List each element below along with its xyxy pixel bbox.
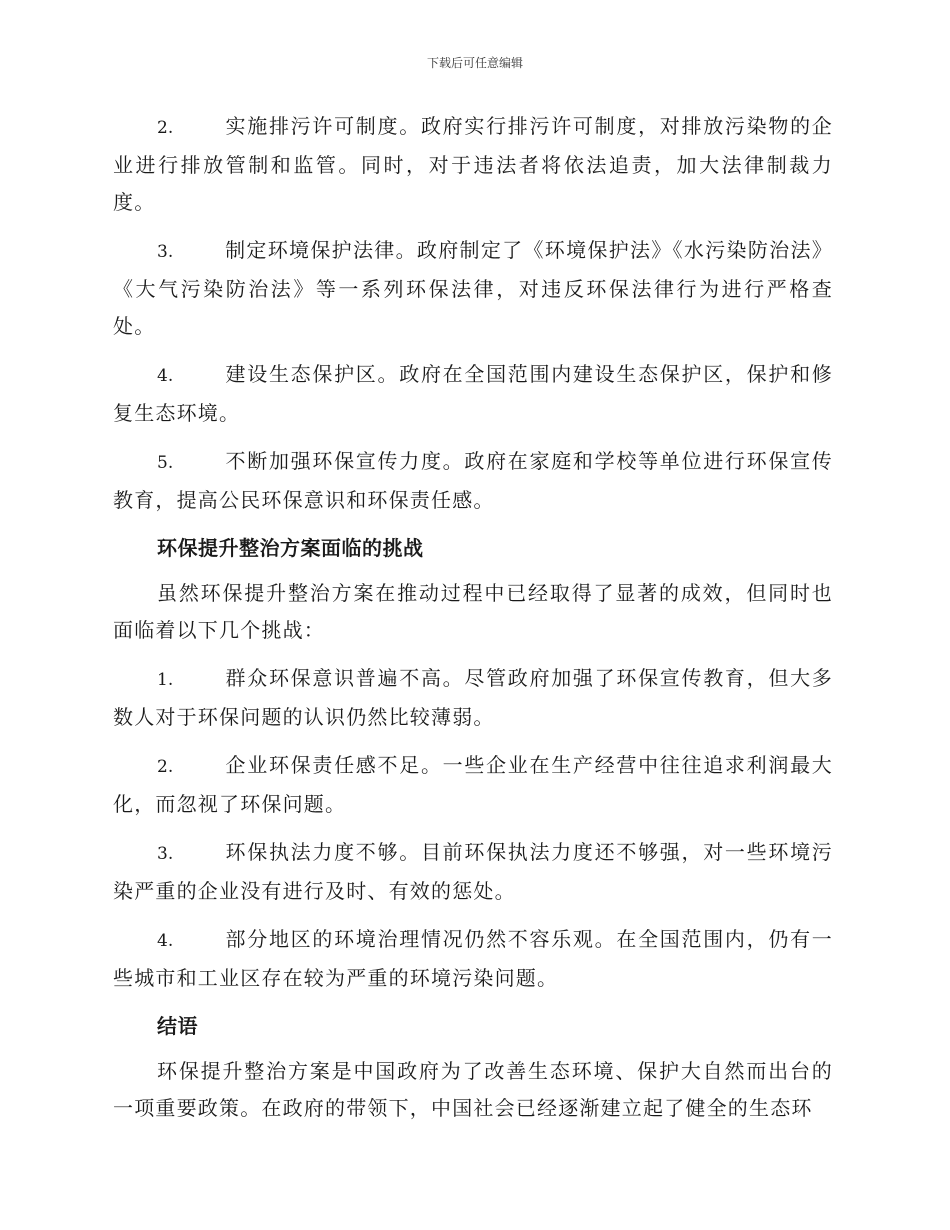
list-item [113,921,833,997]
list-text: 群众环保意识普遍不高。尽管政府加强了环保宣传教育，但大多数人对于环保问题的认识仍然比较薄弱。 [113,666,833,729]
list-text: 制定环境保护法律。政府制定了《环境保护法》《水污染防治法》《大气污染防治法》等一系列环保法律，对违反环保法律行为进行严格查处。 [113,238,833,338]
document-body [113,108,833,1138]
list-text: 不断加强环保宣传力度。政府在家庭和学校等单位进行环保宣传教育，提高公民环保意识和环保责任感。 [113,449,833,512]
list-number: 4. [157,931,174,951]
list-text: 环保执法力度不够。目前环保执法力度还不够强，对一些环境污染严重的企业没有进行及时、有效的惩处。 [113,840,833,903]
list-number: 5. [157,453,174,473]
list-text: 企业环保责任感不足。一些企业在生产经营中往往追求利润最大化，而忽视了环保问题。 [113,753,833,816]
list-number: 3. [157,844,174,864]
list-number: 1. [157,670,174,690]
list-item [113,356,833,432]
list-text: 部分地区的环境治理情况仍然不容乐观。在全国范围内，仍有一些城市和工业区存在较为严重的环境污染问题。 [113,927,833,990]
page-header: 下载后可任意编辑 [426,56,523,70]
list-number: 4. [157,366,174,386]
list-number: 2. [157,757,174,777]
section-heading-conclusion: 结语 [157,1014,198,1038]
list-item [113,834,833,910]
conclusion-paragraph: 环保提升整治方案是中国政府为了改善生态环境、保护大自然而出台的一项重要政策。在政府的带领下，中国社会已经逐渐建立起了健全的生态环 [113,1059,833,1120]
list-item [113,747,833,823]
list-text: 建设生态保护区。政府在全国范围内建设生态保护区，保护和修复生态环境。 [113,362,833,425]
list-item [113,108,833,221]
challenges-intro: 虽然环保提升整治方案在推动过程中已经取得了显著的成效，但同时也面临着以下几个挑战： [113,581,833,642]
list-text: 实施排污许可制度。政府实行排污许可制度，对排放污染物的企业进行排放管制和监管。同时，对于违法者将依法追责，加大法律制裁力度。 [113,114,833,214]
list-item [113,232,833,345]
list-number: 3. [157,242,174,262]
section-heading-challenges: 环保提升整治方案面临的挑战 [157,536,424,560]
list-item [113,660,833,736]
list-number: 2. [157,118,174,138]
list-item [113,443,833,519]
